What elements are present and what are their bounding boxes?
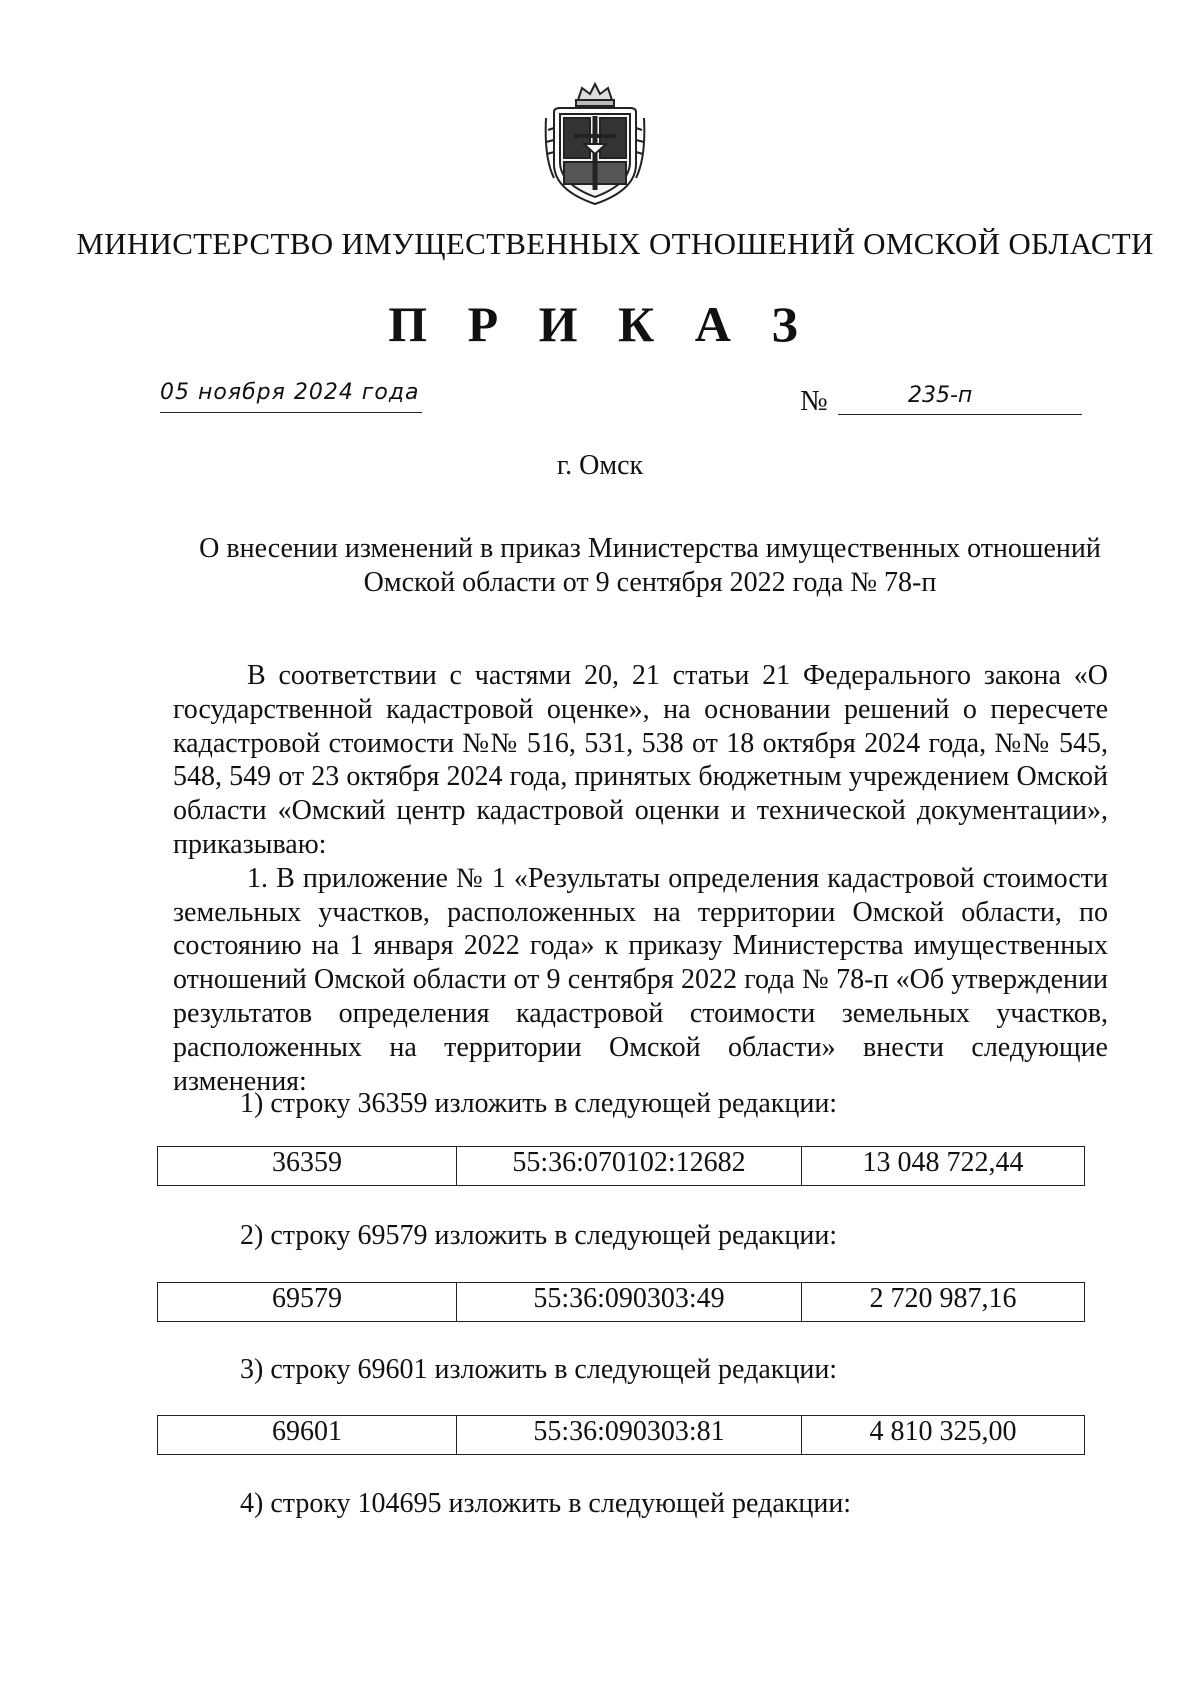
cadastral-value-cell: 13 048 722,44 (802, 1147, 1085, 1186)
cadastral-value-cell: 2 720 987,16 (802, 1283, 1085, 1322)
ministry-name: МИНИСТЕРСТВО ИМУЩЕСТВЕННЫХ ОТНОШЕНИЙ ОМСКОЙ ОБЛАСТИ (76, 226, 1154, 261)
cadastral-number-cell: 55:36:090303:49 (457, 1283, 802, 1322)
omsk-coat-of-arms-icon (540, 78, 650, 208)
number-underline (838, 414, 1082, 415)
table-row (158, 1283, 1085, 1322)
order-number-handwritten: 235-п (908, 383, 973, 408)
table-row (158, 1416, 1085, 1455)
order-body (173, 659, 1108, 1098)
cadastral-number-cell: 55:36:070102:12682 (457, 1147, 802, 1186)
city: г. Омск (556, 450, 644, 481)
row-number-cell: 36359 (158, 1147, 457, 1186)
number-label: № (800, 385, 828, 417)
item-4-text: 4) строку 104695 изложить в следующей редакции: (240, 1488, 852, 1519)
subject-line-2: Омской области от 9 сентября 2022 года № 78-п (363, 567, 937, 598)
table-row (158, 1147, 1085, 1186)
replacement-row-table (157, 1282, 1085, 1322)
row-number-cell: 69601 (158, 1416, 457, 1455)
preamble-paragraph: В соответствии с частями 20, 21 статьи 21 Федерального закона «О государственной кадастровой оценке», на основании решений о пересчете кадастровой стоимости №№ 516, 531, 538 от 18 октября 2024 года, №№ 545, 548, 549 от 23 октября 2024 года, принятых бюджетным учреждением Омской области «Омский центр кадастровой оценки и технической документации», приказываю: (173, 660, 1108, 860)
replacement-row-table (157, 1415, 1085, 1455)
cadastral-number-cell: 55:36:090303:81 (457, 1416, 802, 1455)
clause-1-paragraph: 1. В приложение № 1 «Результаты определения кадастровой стоимости земельных участков, расположенных на территории Омской области, по состоянию на 1 января 2022 года» к приказу Министерства имущественных отношений Омской области от 9 сентября 2022 года № 78-п «Об утверждении результатов определения кадастровой стоимости земельных участков, расположенных на территории Омской области» внести следующие изменения: (173, 862, 1108, 1097)
order-title: П Р И К А З (388, 296, 812, 352)
order-subject (100, 532, 1200, 600)
subject-line-1: О внесении изменений в приказ Министерства имущественных отношений (199, 533, 1101, 564)
date-underline (160, 412, 422, 413)
row-number-cell: 69579 (158, 1283, 457, 1322)
cadastral-value-cell: 4 810 325,00 (802, 1416, 1085, 1455)
item-1-text: 1) строку 36359 изложить в следующей редакции: (240, 1088, 838, 1119)
item-2-text: 2) строку 69579 изложить в следующей редакции: (240, 1220, 838, 1251)
order-date-handwritten (160, 380, 430, 405)
item-3-text: 3) строку 69601 изложить в следующей редакции: (240, 1354, 838, 1385)
order-date-text: 05 ноября 2024 года (160, 380, 420, 405)
replacement-row-table (157, 1146, 1085, 1186)
